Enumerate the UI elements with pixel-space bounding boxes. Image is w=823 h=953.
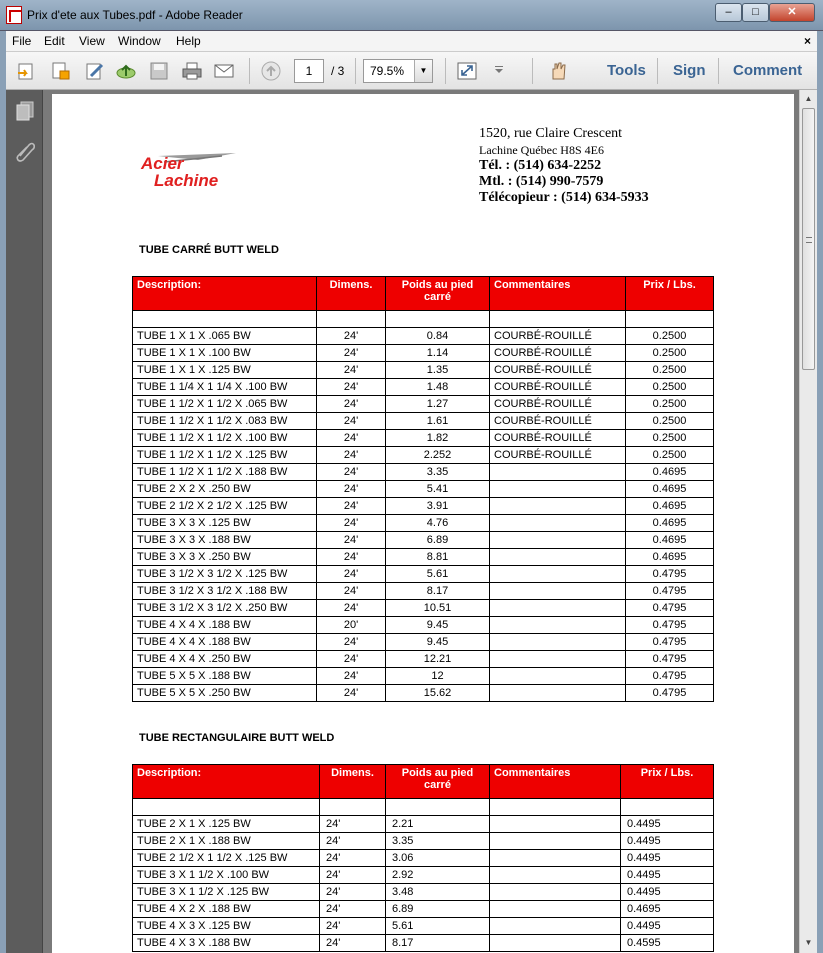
cell-commentaires	[490, 816, 621, 833]
cell-dimens: 24'	[320, 816, 386, 833]
cell-description: TUBE 4 X 4 X .188 BW	[133, 617, 317, 634]
menu-edit[interactable]: Edit	[44, 34, 65, 48]
cell-dimens: 24'	[317, 566, 386, 583]
cell-description: TUBE 3 X 3 X .125 BW	[133, 515, 317, 532]
cell-commentaires	[490, 532, 626, 549]
cell-commentaires	[490, 634, 626, 651]
pdf-file-icon	[6, 6, 22, 24]
tools-pane-button[interactable]: Tools	[607, 62, 646, 79]
cell-description: TUBE 5 X 5 X .188 BW	[133, 668, 317, 685]
table-row	[133, 379, 714, 396]
table-row	[133, 668, 714, 685]
page-number-input[interactable]: 1	[294, 59, 324, 83]
sign-pane-button[interactable]: Sign	[673, 62, 706, 79]
cell-dimens: 24'	[317, 362, 386, 379]
cell-commentaires	[490, 498, 626, 515]
cell-prix: 0.2500	[626, 447, 714, 464]
table-row	[133, 651, 714, 668]
save-icon[interactable]	[148, 61, 170, 81]
table-row	[133, 464, 714, 481]
cell-dimens: 24'	[317, 515, 386, 532]
cell-poids: 1.48	[386, 379, 490, 396]
cell-commentaires: COURBÉ-ROUILLÉ	[490, 328, 626, 345]
cell-dimens: 24'	[317, 328, 386, 345]
cell-description: TUBE 4 X 4 X .250 BW	[133, 651, 317, 668]
scroll-up-icon[interactable]: ▲	[804, 94, 813, 103]
cell-prix: 0.4695	[626, 464, 714, 481]
more-options-icon[interactable]	[488, 61, 510, 81]
cell-poids: 5.41	[386, 481, 490, 498]
cell-description: TUBE 3 X 1 1/2 X .100 BW	[133, 867, 320, 884]
cell-dimens: 24'	[317, 600, 386, 617]
cell-dimens: 24'	[317, 583, 386, 600]
cell-dimens: 20'	[317, 617, 386, 634]
cell-poids: 5.61	[386, 918, 490, 935]
cell-commentaires	[490, 867, 621, 884]
cell-description: TUBE 1 1/4 X 1 1/4 X .100 BW	[133, 379, 317, 396]
cell-commentaires: COURBÉ-ROUILLÉ	[490, 396, 626, 413]
cell-commentaires	[490, 566, 626, 583]
table-row	[133, 850, 714, 867]
table-row	[133, 583, 714, 600]
cell-commentaires	[490, 515, 626, 532]
menu-help[interactable]: Help	[176, 34, 201, 48]
cell-commentaires	[490, 600, 626, 617]
scroll-down-icon[interactable]: ▼	[804, 938, 813, 947]
cell-dimens: 24'	[317, 447, 386, 464]
cell-prix: 0.4695	[626, 515, 714, 532]
section-title-rectangulaire: TUBE RECTANGULAIRE BUTT WELD	[139, 732, 335, 744]
logo-text-lachine: Lachine	[154, 171, 219, 190]
cell-prix: 0.4495	[621, 816, 714, 833]
cell-prix: 0.4795	[626, 600, 714, 617]
cell-description: TUBE 2 1/2 X 1 1/2 X .125 BW	[133, 850, 320, 867]
cell-poids: 3.91	[386, 498, 490, 515]
cell-description: TUBE 1 X 1 X .125 BW	[133, 362, 317, 379]
address-mtl: Mtl. : (514) 990-7579	[479, 174, 604, 189]
cell-prix: 0.2500	[626, 430, 714, 447]
cell-description: TUBE 3 X 1 1/2 X .125 BW	[133, 884, 320, 901]
cell-poids: 3.48	[386, 884, 490, 901]
cell-poids: 2.252	[386, 447, 490, 464]
table-row	[133, 430, 714, 447]
company-address	[479, 126, 649, 206]
cell-prix: 0.4795	[626, 668, 714, 685]
cell-commentaires	[490, 481, 626, 498]
table-row	[133, 901, 714, 918]
table-row	[133, 566, 714, 583]
cell-commentaires	[490, 464, 626, 481]
title-bar	[0, 0, 823, 31]
header-commentaires: Commentaires	[490, 765, 621, 799]
cell-dimens: 24'	[320, 867, 386, 884]
address-fax: Télécopieur : (514) 634-5933	[479, 190, 649, 205]
cell-prix: 0.4795	[626, 566, 714, 583]
cell-prix: 0.4795	[626, 583, 714, 600]
table-row	[133, 549, 714, 566]
cell-dimens: 24'	[317, 413, 386, 430]
toolbar-separator	[532, 58, 533, 84]
cell-prix: 0.4795	[626, 651, 714, 668]
vertical-scrollbar[interactable]	[799, 90, 817, 953]
menu-view[interactable]: View	[79, 34, 105, 48]
cell-dimens: 24'	[317, 345, 386, 362]
address-tel: Tél. : (514) 634-2252	[479, 158, 602, 173]
cell-dimens: 24'	[320, 884, 386, 901]
cell-dimens: 24'	[317, 498, 386, 515]
upload-cloud-icon[interactable]	[115, 61, 137, 81]
cell-poids: 2.92	[386, 867, 490, 884]
table-row	[133, 396, 714, 413]
cell-prix: 0.4795	[626, 685, 714, 702]
table-row	[133, 600, 714, 617]
address-city: Lachine Québec H8S 4E6	[479, 143, 604, 157]
maximize-button[interactable]: □	[742, 3, 769, 22]
cell-description: TUBE 1 1/2 X 1 1/2 X .125 BW	[133, 447, 317, 464]
open-file-icon[interactable]	[16, 61, 38, 81]
cell-commentaires: COURBÉ-ROUILLÉ	[490, 345, 626, 362]
close-window-button[interactable]: ✕	[769, 3, 815, 22]
window-frame-right	[817, 31, 823, 953]
cell-description: TUBE 4 X 3 X .125 BW	[133, 918, 320, 935]
menu-window[interactable]: Window	[118, 34, 161, 48]
cell-description: TUBE 3 1/2 X 3 1/2 X .250 BW	[133, 600, 317, 617]
cell-dimens: 24'	[320, 918, 386, 935]
cell-description: TUBE 3 X 3 X .250 BW	[133, 549, 317, 566]
zoom-select[interactable]	[363, 59, 433, 83]
cell-dimens: 24'	[317, 549, 386, 566]
table-blank-row	[133, 311, 714, 328]
cell-description: TUBE 3 1/2 X 3 1/2 X .125 BW	[133, 566, 317, 583]
toolbar	[6, 52, 817, 90]
minimize-button[interactable]: –	[715, 3, 742, 22]
cell-commentaires: COURBÉ-ROUILLÉ	[490, 379, 626, 396]
cell-dimens: 24'	[317, 685, 386, 702]
header-poids-line2: carré	[424, 291, 451, 303]
create-pdf-icon[interactable]	[50, 61, 72, 81]
cell-description: TUBE 1 X 1 X .065 BW	[133, 328, 317, 345]
cell-prix: 0.2500	[626, 345, 714, 362]
fit-page-icon[interactable]	[456, 61, 478, 81]
cell-description: TUBE 1 X 1 X .100 BW	[133, 345, 317, 362]
cell-poids: 12	[386, 668, 490, 685]
header-poids-line1: Poids au pied	[401, 279, 474, 291]
cell-dimens: 24'	[320, 850, 386, 867]
cell-commentaires: COURBÉ-ROUILLÉ	[490, 430, 626, 447]
logo-text-acier: Acier	[141, 154, 184, 173]
cell-poids: 1.82	[386, 430, 490, 447]
table-row	[133, 413, 714, 430]
cell-description: TUBE 2 X 1 X .188 BW	[133, 833, 320, 850]
cell-dimens: 24'	[320, 833, 386, 850]
cell-dimens: 24'	[317, 532, 386, 549]
cell-description: TUBE 4 X 2 X .188 BW	[133, 901, 320, 918]
cell-dimens: 24'	[317, 464, 386, 481]
header-dimens: Dimens.	[317, 277, 386, 311]
header-prix: Prix / Lbs.	[621, 765, 714, 799]
cell-commentaires: COURBÉ-ROUILLÉ	[490, 413, 626, 430]
cell-poids: 2.21	[386, 816, 490, 833]
cell-description: TUBE 5 X 5 X .250 BW	[133, 685, 317, 702]
cell-poids: 15.62	[386, 685, 490, 702]
header-prix: Prix / Lbs.	[626, 277, 714, 311]
cell-prix: 0.4695	[626, 498, 714, 515]
hand-tool-icon[interactable]	[547, 61, 569, 81]
close-document-button[interactable]: ×	[803, 34, 811, 48]
table-row	[133, 515, 714, 532]
table-row	[133, 498, 714, 515]
company-logo	[138, 144, 238, 194]
print-icon[interactable]	[181, 61, 203, 81]
header-commentaires: Commentaires	[490, 277, 626, 311]
header-description: Description:	[133, 765, 320, 799]
cell-prix: 0.4695	[626, 481, 714, 498]
cell-prix: 0.2500	[626, 328, 714, 345]
cell-commentaires	[490, 918, 621, 935]
cell-poids: 12.21	[386, 651, 490, 668]
page-total: / 3	[331, 64, 345, 78]
cell-prix: 0.4595	[621, 935, 714, 952]
cell-prix: 0.4495	[621, 833, 714, 850]
cell-poids: 10.51	[386, 600, 490, 617]
cell-prix: 0.4795	[626, 617, 714, 634]
header-poids-line1: Poids au pied	[401, 767, 474, 779]
zoom-value: 79.5%	[370, 64, 405, 78]
cell-commentaires: COURBÉ-ROUILLÉ	[490, 362, 626, 379]
table-row	[133, 617, 714, 634]
cell-commentaires	[490, 833, 621, 850]
cell-description: TUBE 2 X 2 X .250 BW	[133, 481, 317, 498]
cell-poids: 8.17	[386, 935, 490, 952]
cell-poids: 5.61	[386, 566, 490, 583]
cell-commentaires	[490, 668, 626, 685]
header-description: Description:	[133, 277, 317, 311]
cell-prix: 0.4695	[621, 901, 714, 918]
toolbar-separator	[657, 58, 658, 84]
navigation-pane	[6, 90, 43, 953]
cell-poids: 9.45	[386, 634, 490, 651]
cell-poids: 6.89	[386, 901, 490, 918]
table-row	[133, 935, 714, 952]
cell-commentaires	[490, 935, 621, 952]
email-icon[interactable]	[213, 61, 235, 81]
table-row	[133, 685, 714, 702]
cell-poids: 6.89	[386, 532, 490, 549]
cell-commentaires	[490, 850, 621, 867]
cell-description: TUBE 1 1/2 X 1 1/2 X .188 BW	[133, 464, 317, 481]
table-header-row	[133, 765, 714, 799]
table-row	[133, 918, 714, 935]
cell-prix: 0.4695	[626, 549, 714, 566]
table-row	[133, 447, 714, 464]
header-poids-line2: carré	[424, 779, 451, 791]
table-row	[133, 362, 714, 379]
cell-commentaires	[490, 549, 626, 566]
cell-commentaires	[490, 583, 626, 600]
cell-dimens: 24'	[317, 379, 386, 396]
cell-poids: 4.76	[386, 515, 490, 532]
cell-poids: 8.17	[386, 583, 490, 600]
scrollbar-thumb[interactable]	[802, 108, 815, 370]
table-row	[133, 345, 714, 362]
cell-poids: 1.35	[386, 362, 490, 379]
cell-dimens: 24'	[320, 901, 386, 918]
cell-prix: 0.2500	[626, 362, 714, 379]
menu-bar	[6, 31, 817, 52]
cell-commentaires	[490, 901, 621, 918]
table-row	[133, 481, 714, 498]
table-blank-row	[133, 799, 714, 816]
price-table-rectangulaire	[132, 764, 714, 952]
price-table-carre	[132, 276, 714, 702]
cell-prix: 0.2500	[626, 413, 714, 430]
cell-poids: 3.35	[386, 464, 490, 481]
cell-commentaires	[490, 685, 626, 702]
cell-description: TUBE 3 1/2 X 3 1/2 X .188 BW	[133, 583, 317, 600]
scrollbar-grip	[806, 237, 812, 243]
cell-description: TUBE 1 1/2 X 1 1/2 X .065 BW	[133, 396, 317, 413]
cell-description: TUBE 4 X 4 X .188 BW	[133, 634, 317, 651]
cell-commentaires: COURBÉ-ROUILLÉ	[490, 447, 626, 464]
cell-prix: 0.2500	[626, 396, 714, 413]
pdf-page	[52, 94, 794, 953]
edit-icon[interactable]	[84, 61, 106, 81]
cell-poids: 1.61	[386, 413, 490, 430]
toolbar-separator	[445, 58, 446, 84]
cell-dimens: 24'	[317, 481, 386, 498]
cell-dimens: 24'	[317, 651, 386, 668]
table-row	[133, 833, 714, 850]
header-dimens: Dimens.	[320, 765, 386, 799]
cell-description: TUBE 4 X 3 X .188 BW	[133, 935, 320, 952]
cell-prix: 0.4495	[621, 884, 714, 901]
cell-prix: 0.4495	[621, 850, 714, 867]
table-row	[133, 634, 714, 651]
section-title-carre: TUBE CARRÉ BUTT WELD	[139, 244, 279, 256]
cell-prix: 0.4695	[626, 532, 714, 549]
cell-dimens: 24'	[317, 668, 386, 685]
cell-poids: 1.14	[386, 345, 490, 362]
table-row	[133, 816, 714, 833]
table-row	[133, 884, 714, 901]
table-row	[133, 867, 714, 884]
cell-dimens: 24'	[317, 430, 386, 447]
table-header-row	[133, 277, 714, 311]
window-title: Prix d'ete aux Tubes.pdf - Adobe Reader	[27, 8, 243, 22]
cell-commentaires	[490, 651, 626, 668]
cell-prix: 0.2500	[626, 379, 714, 396]
table-row	[133, 328, 714, 345]
cell-commentaires	[490, 617, 626, 634]
toolbar-separator	[249, 58, 250, 84]
attachments-icon[interactable]	[15, 140, 35, 162]
previous-page-icon[interactable]	[260, 61, 282, 81]
cell-poids: 3.06	[386, 850, 490, 867]
toolbar-separator	[355, 58, 356, 84]
cell-commentaires	[490, 884, 621, 901]
cell-dimens: 24'	[317, 396, 386, 413]
cell-poids: 0.84	[386, 328, 490, 345]
cell-description: TUBE 3 X 3 X .188 BW	[133, 532, 317, 549]
cell-description: TUBE 1 1/2 X 1 1/2 X .083 BW	[133, 413, 317, 430]
page-thumbnails-icon[interactable]	[15, 100, 35, 122]
cell-prix: 0.4795	[626, 634, 714, 651]
cell-poids: 1.27	[386, 396, 490, 413]
header-poids	[386, 765, 490, 799]
toolbar-separator	[718, 58, 719, 84]
cell-poids: 8.81	[386, 549, 490, 566]
cell-prix: 0.4495	[621, 918, 714, 935]
cell-dimens: 24'	[317, 634, 386, 651]
cell-prix: 0.4495	[621, 867, 714, 884]
cell-poids: 3.35	[386, 833, 490, 850]
cell-poids: 9.45	[386, 617, 490, 634]
cell-dimens: 24'	[320, 935, 386, 952]
menu-file[interactable]: File	[12, 34, 32, 48]
cell-description: TUBE 2 1/2 X 2 1/2 X .125 BW	[133, 498, 317, 515]
comment-pane-button[interactable]: Comment	[733, 62, 803, 79]
address-street: 1520, rue Claire Crescent	[479, 126, 623, 141]
header-poids	[386, 277, 490, 311]
table-row	[133, 532, 714, 549]
cell-description: TUBE 2 X 1 X .125 BW	[133, 816, 320, 833]
cell-description: TUBE 1 1/2 X 1 1/2 X .100 BW	[133, 430, 317, 447]
chevron-down-icon[interactable]: ▼	[414, 60, 432, 82]
